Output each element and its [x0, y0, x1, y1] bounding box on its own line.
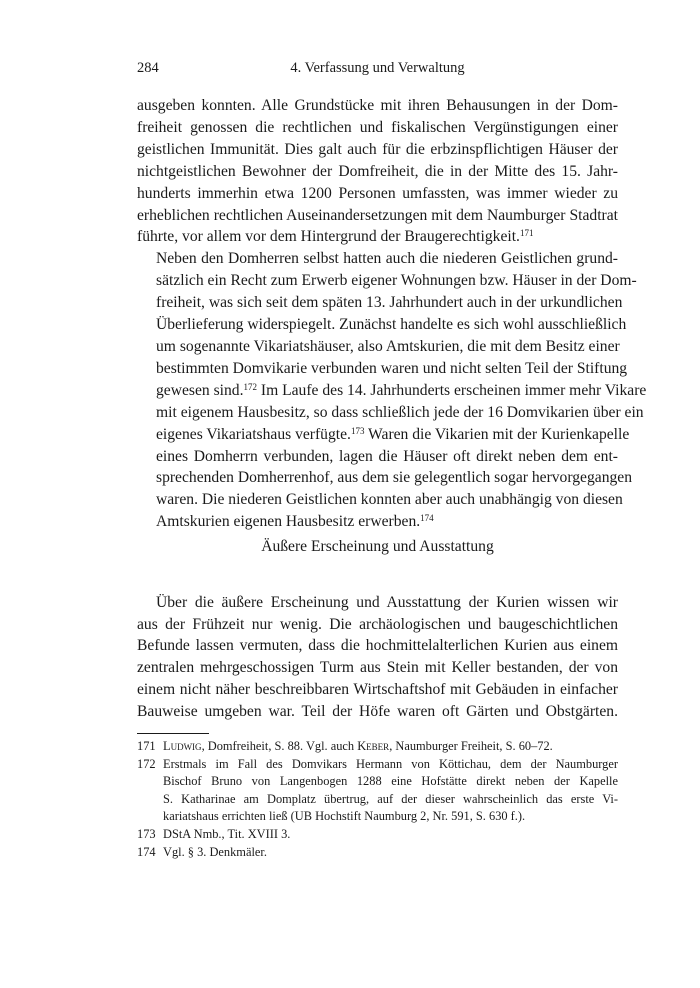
text-line: sätzlich ein Recht zum Erwerb eigener Wohnungen bzw. Häuser in der Dom-: [156, 272, 637, 290]
text-line: um sogenannte Vikariatshäuser, also Amtskurien, die mit dem Besitz einer: [156, 337, 620, 355]
page-number: 284: [137, 60, 159, 76]
text-line: Neben den Domherren selbst hatten auch die niederen Geistlichen grund-: [156, 250, 618, 268]
footnote-number: 173: [137, 826, 156, 841]
text-segment: Waren die Vikarien mit der Kurienkapelle: [364, 425, 630, 443]
footnote-number: 172: [137, 756, 156, 771]
text-line: Über die äußere Erscheinung und Ausstattung der Kurien wissen wir: [156, 593, 618, 611]
text-line: Befunde lassen vermuten, dass die hochmittelalterlichen Kurien aus einem: [137, 637, 618, 655]
text-line: [137, 511, 618, 533]
text-line: waren. Die niederen Geistlichen konnten aber auch unabhängig von diesen: [156, 491, 623, 509]
text-line: kariatshaus errichten ließ (UB Hochstift Naumburg 2, Nr. 591, S. 630 f.).: [163, 809, 526, 824]
text-line: eines Domherrn verbunden, lagen die Häuser oft direkt neben dem ent-: [156, 447, 618, 465]
footnote-number: 174: [137, 844, 156, 859]
text-line: Bauweise umgeben war. Teil der Höfe waren oft Gärten und Obstgärten.: [137, 703, 618, 721]
author-name: Ludwig: [163, 739, 202, 753]
footnotes: [137, 738, 618, 861]
text-line: sprechenden Domherrenhof, aus dem sie gelegentlich sogar hervorgegangen: [156, 469, 633, 487]
text-segment: Amtskurien eigenen Hausbesitz erwerben.: [156, 513, 421, 531]
main-text: [137, 95, 647, 533]
paragraph: [137, 95, 618, 248]
footnote-text: Vgl. § 3. Denkmäler.: [163, 844, 267, 859]
footnote-ref: 173: [350, 425, 365, 436]
text-line: freiheit genossen die rechtlichen und fiskalischen Vergünstigungen einer: [137, 118, 618, 136]
text-line: S. Katharinae am Domplatz übertrug, auf der dieser wahrscheinlich das erste Vi-: [163, 791, 618, 806]
main-text-continued: [137, 576, 618, 739]
text-segment: Im Laufe des 14. Jahrhunderts erscheinen immer mehr Vikare: [256, 381, 647, 399]
text-segment: eigenes Vikariatshaus verfügte.: [156, 425, 351, 443]
footnote-separator: [137, 733, 209, 734]
footnote: [137, 756, 618, 826]
footnote-ref: 171: [519, 228, 534, 239]
text-line: ausgeben konnten. Alle Grundstücke mit ihren Behausungen in der Dom-: [137, 97, 618, 114]
text-line: einem nicht näher beschreibbaren Wirtschaftshof mit Gebäuden in einfacher: [137, 681, 618, 699]
footnote-ref: 172: [243, 381, 257, 392]
text-line: freiheit, was sich seit dem späten 13. Jahrhundert auch in der urkundlichen: [156, 294, 623, 312]
footnote: [137, 826, 618, 844]
text-line: Erstmals im Fall des Domvikars Hermann von Köttichau, dem der Naumburger: [163, 756, 618, 771]
text-line: geistlichen Immunität. Dies galt auch für die erbzinspflichtigen Häuser der: [137, 140, 618, 158]
footnote: [137, 738, 618, 756]
section-heading: Äußere Erscheinung und Ausstattung: [261, 538, 494, 555]
author-name: Keber: [357, 739, 390, 753]
text-segment: , Domfreiheit, S. 88. Vgl. auch: [201, 739, 358, 753]
text-line: [137, 424, 630, 446]
text-segment: gewesen sind.: [156, 381, 244, 399]
text-line: erheblichen rechtlichen Auseinandersetzungen mit dem Naumburger Stadtrat: [137, 206, 618, 224]
text-line: bestimmten Domvikarie verbunden waren und nicht selten Teil der Stiftung: [156, 359, 628, 377]
chapter-title: 4. Verfassung und Verwaltung: [290, 60, 465, 76]
footnote-text: [163, 756, 618, 826]
footnote-ref: 174: [420, 513, 434, 524]
text-segment: , Naumburger Freiheit, S. 60–72.: [389, 739, 553, 753]
footnote: [137, 844, 618, 862]
text-line: Überlieferung widerspiegelt. Zunächst handelte es sich wohl ausschließlich: [156, 316, 627, 334]
text-line: zentralen mehrgeschossigen Turm aus Stein mit Keller bestanden, der von: [137, 659, 618, 677]
paragraph: [137, 248, 647, 533]
paragraph: [137, 592, 618, 723]
footnote-text: [163, 738, 618, 756]
text-line: hunderts immerhin etwa 1200 Personen umfassten, was immer wieder zu: [137, 184, 618, 202]
text-line: [137, 380, 647, 402]
text-line: nichtgeistlichen Bewohner der Domfreiheit, die in der Mitte des 15. Jahr-: [137, 162, 618, 180]
text-line: aus der Frühzeit nur wenig. Die archäologischen und baugeschichtlichen: [137, 615, 618, 633]
footnote-number: 171: [137, 739, 156, 753]
running-head: [137, 60, 618, 80]
text-line: Bischof Bruno von Langenbogen 1288 eine Hofstätte direkt neben der Kapelle: [163, 774, 618, 789]
text-line: [137, 226, 618, 248]
text-segment: führte, vor allem vor dem Hintergrund der Braugerechtigkeit.: [137, 228, 520, 246]
text-line: mit eigenem Hausbesitz, so dass schließlich jede der 16 Domvikarien über ein: [156, 403, 644, 421]
footnote-text: DStA Nmb., Tit. XVIII 3.: [163, 826, 291, 841]
